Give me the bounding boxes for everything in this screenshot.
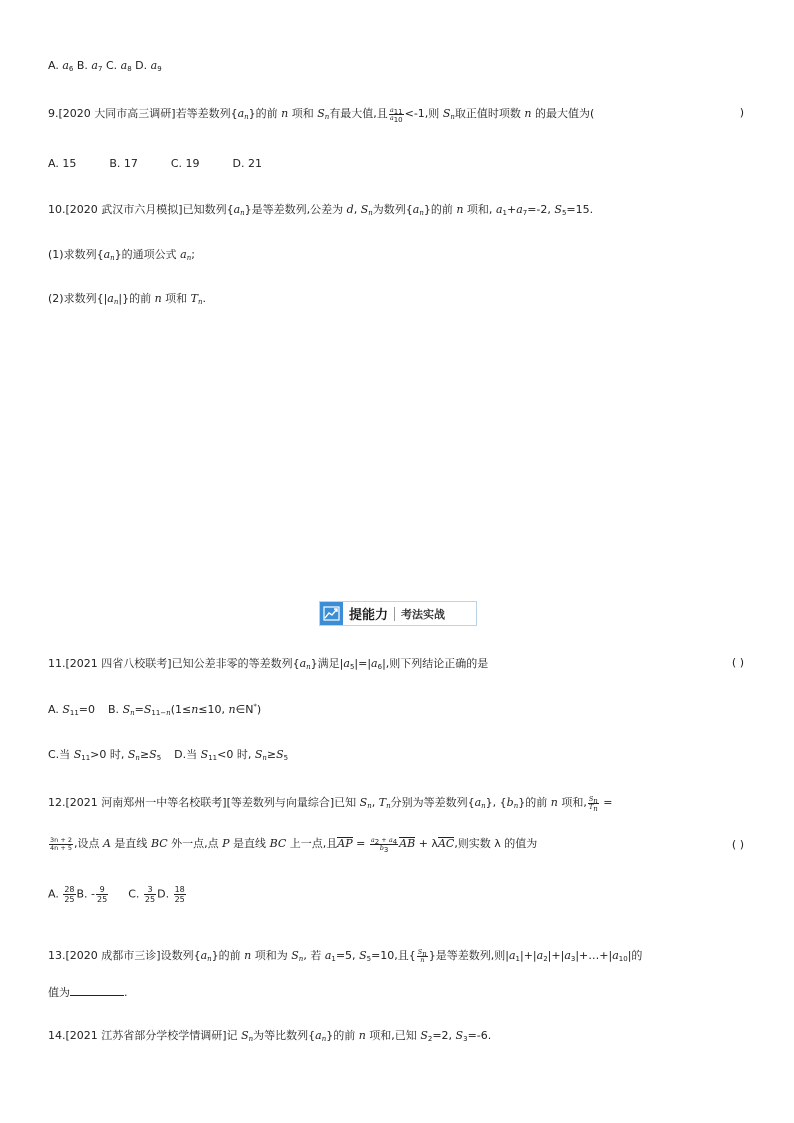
q12-text: 外一点,点 bbox=[167, 837, 223, 850]
q9-text: }的前 bbox=[248, 107, 282, 120]
q11-option-d: D.当 bbox=[174, 748, 201, 761]
section-banner bbox=[319, 601, 477, 626]
q10-text: , bbox=[353, 203, 361, 216]
q13-text: }是等差数列,则| bbox=[428, 949, 509, 962]
q10-part2: (2)求数列$\{|a_n|\}$的前 n 项和 $T_n$. bbox=[48, 292, 207, 306]
q10-text: }的前 bbox=[423, 203, 457, 216]
q12-option-a-denominator: 25 bbox=[64, 895, 75, 904]
q12-text: }的前 bbox=[518, 796, 551, 809]
q8-option-d-label: D. bbox=[135, 59, 151, 72]
q12-text: 上一点,且 bbox=[286, 837, 338, 850]
q13-text: |的 bbox=[627, 949, 643, 962]
q9-text: 的最大值为( bbox=[531, 107, 595, 120]
q11-option-a: A. bbox=[48, 703, 63, 716]
q13-text: |+| bbox=[547, 949, 565, 962]
q14-text: 为等比数列{ bbox=[253, 1029, 316, 1042]
q13-answer-line bbox=[48, 984, 128, 1001]
q12-fraction-denominator: 4n + 5 bbox=[50, 843, 72, 852]
q11-text: 已知公差非零的等差数列{ bbox=[171, 657, 300, 670]
q12-option-b-numerator: 9 bbox=[96, 885, 108, 895]
q9-text: 有最大值,且 bbox=[329, 107, 388, 120]
q13-text: , 若 bbox=[303, 949, 325, 962]
q10-stem: 10.[2020 武汉市六月模拟]已知数列$\{a_n\}$是等差数列,公差为 d, $S_n$为数列$\{a_n\}$的前 n 项和, $a_1+a_7=-2$, $S_5=15$. bbox=[48, 203, 594, 217]
q12-fraction-denominator: $b_3$ bbox=[379, 843, 389, 854]
q10-part1: (1)求数列$\{a_n\}$的通项公式 $a_n$; bbox=[48, 248, 195, 262]
q11-text: >0 时, bbox=[90, 748, 128, 761]
q11-text: ≥ bbox=[266, 748, 277, 761]
q13-fraction-denominator: n bbox=[420, 955, 425, 964]
q14-source: [2021 江苏省部分学校学情调研] bbox=[65, 1029, 227, 1042]
q12-source: [2021 河南郑州一中等名校联考] bbox=[65, 796, 227, 809]
q12-text: = bbox=[352, 837, 369, 850]
q12-option-a-numerator: 28 bbox=[64, 885, 75, 894]
q11-text: =0 bbox=[78, 703, 96, 716]
q12-fraction-numerator: $a_2 + a_4$ bbox=[370, 835, 398, 846]
q10-source: [2020 武汉市六月模拟] bbox=[65, 203, 183, 216]
q12-option-d-denominator: 25 bbox=[174, 895, 185, 904]
q9-option-a: A. 15 bbox=[48, 157, 77, 170]
q11-number: 11. bbox=[48, 657, 66, 670]
q13-fraction-numerator: $S_n$ bbox=[417, 947, 427, 958]
q9-source: [2020 大同市高三调研] bbox=[58, 107, 176, 120]
q11-options-cd: C.当 $S_{11}>0$ 时, $S_n\ge S_5$ D.当 $S_{11}<0$ 时, $S_n\ge S_5$ bbox=[48, 748, 289, 762]
q8-options: A. $a_6$ B. $a_7$ C. $a_8$ D. $a_9$ bbox=[48, 59, 162, 73]
q12-fraction-denominator: $T_n$ bbox=[588, 802, 598, 813]
q12-text: ,则实数 λ 的值为 bbox=[454, 837, 538, 850]
q12-option-c-fraction bbox=[144, 885, 156, 904]
q9-option-b: B. 17 bbox=[109, 157, 138, 170]
q13-text: . bbox=[124, 986, 128, 999]
q11-source: [2021 四省八校联考] bbox=[65, 657, 172, 670]
q12-sn-tn-fraction bbox=[588, 796, 599, 811]
q12-tag: [等差数列与向量综合] bbox=[226, 796, 335, 809]
q11-text: ∈N bbox=[235, 703, 254, 716]
q9-answer-paren: ) bbox=[739, 106, 744, 119]
q11-text: (1≤ bbox=[170, 703, 192, 716]
q12-text: 是直线 bbox=[229, 837, 270, 850]
q12-text: 已知 bbox=[334, 796, 360, 809]
q12-option-d-numerator: 18 bbox=[174, 885, 185, 894]
q10-text: . bbox=[202, 292, 207, 305]
vector-ac: AC bbox=[437, 837, 455, 850]
q9-ratio-fraction bbox=[389, 107, 404, 122]
q12-option-c-numerator: 3 bbox=[144, 885, 156, 895]
q12-option-c: C. bbox=[128, 887, 143, 901]
q13-source: [2020 成都市三诊] bbox=[65, 949, 161, 962]
q10-text: 项和, bbox=[463, 203, 496, 216]
q11-text: ≥ bbox=[139, 748, 150, 761]
q13-text: 值为 bbox=[48, 986, 70, 999]
q10-text: |}的前 bbox=[118, 292, 155, 305]
q13-answer-blank[interactable] bbox=[70, 984, 124, 996]
q11-text: ) bbox=[256, 703, 262, 716]
q14-text: =2, bbox=[432, 1029, 456, 1042]
q12-text: = bbox=[599, 796, 613, 809]
q12-answer-paren: ( ) bbox=[731, 838, 744, 851]
q11-option-c: C.当 bbox=[48, 748, 74, 761]
q10-text: (1)求数列{ bbox=[48, 248, 104, 261]
q12-option-a: A. bbox=[48, 887, 63, 901]
q12-stem-line1: 12.[2021 河南郑州一中等名校联考][等差数列与向量综合]已知 $S_n$, $T_n$分别为等差数列$\{a_n\}$, $\{b_n\}$的前 n 项和, $\frac{S_n}{T_n}$ = bbox=[48, 794, 613, 813]
q12-text: }, { bbox=[485, 796, 507, 809]
q9-option-c: C. 19 bbox=[170, 157, 200, 170]
q13-text: =5, bbox=[335, 949, 360, 962]
q13-text: 设数列{ bbox=[160, 949, 201, 962]
q14-text: 项和,已知 bbox=[365, 1029, 421, 1042]
q13-text: 项和为 bbox=[251, 949, 292, 962]
q11-text: ≤10, bbox=[198, 703, 229, 716]
q14-text: 记 bbox=[226, 1029, 242, 1042]
q12-option-d: D. bbox=[157, 887, 173, 901]
q10-text: ; bbox=[191, 248, 195, 261]
q12-number: 12. bbox=[48, 796, 66, 809]
q10-number: 10. bbox=[48, 203, 66, 216]
q9-option-d: D. 21 bbox=[232, 157, 263, 170]
q9-stem: 9.[2020 大同市高三调研]若等差数列$\{a_n\}$的前 n 项和 $S_n$有最大值,且 $\frac{a_{11}}{a_{10}}$ <-1,则 $S_n$取正值时项数 n 的最大值为( bbox=[48, 105, 595, 124]
q11-stem: 11.[2021 四省八校联考]已知公差非零的等差数列$\{a_n\}$满足$|a_5|=|a_6|$,则下列结论正确的是 bbox=[48, 657, 489, 671]
q9-text: 取正值时项数 bbox=[454, 107, 525, 120]
q10-text: =15. bbox=[566, 203, 594, 216]
q12-option-c-denominator: 25 bbox=[144, 895, 156, 904]
q13-sn-over-n-fraction bbox=[417, 949, 428, 964]
q13-text: |+| bbox=[520, 949, 537, 962]
q12-ratio-fraction bbox=[49, 837, 73, 852]
q9-number: 9. bbox=[48, 107, 59, 120]
q13-text: }的前 bbox=[211, 949, 245, 962]
q12-option-b-fraction bbox=[96, 885, 108, 904]
q9-fraction-numerator: $a_{11}$ bbox=[389, 105, 403, 116]
trend-chart-icon bbox=[320, 602, 343, 625]
q10-text: + bbox=[506, 203, 517, 216]
q12-text: 项和, bbox=[557, 796, 587, 809]
q12-option-b: B. - bbox=[76, 887, 96, 901]
q11-text: }满足| bbox=[310, 657, 344, 670]
q12-options bbox=[48, 885, 187, 904]
vector-ap: AP bbox=[337, 837, 353, 850]
q14-number: 14. bbox=[48, 1029, 66, 1042]
q12-text: ,设点 bbox=[73, 837, 103, 850]
q12-fraction-numerator: $S_n$ bbox=[588, 794, 598, 805]
q13-text: =10,且{ bbox=[371, 949, 416, 962]
q10-text: 项和 bbox=[161, 292, 191, 305]
q12-option-a-fraction bbox=[63, 885, 75, 904]
q10-text: }是等差数列,公差为 bbox=[244, 203, 347, 216]
q9-options bbox=[48, 156, 262, 172]
q11-text: = bbox=[134, 703, 144, 716]
q14-text: }的前 bbox=[326, 1029, 359, 1042]
q12-option-d-fraction bbox=[174, 885, 186, 904]
q12-text: 是直线 bbox=[110, 837, 151, 850]
q11-text: <0 时, bbox=[217, 748, 255, 761]
q12-text: 分别为等差数列{ bbox=[390, 796, 475, 809]
q14-stem: 14.[2021 江苏省部分学校学情调研]记 $S_n$为等比数列$\{a_n\}$的前 n 项和,已知 $S_2=2$, $S_3=-6$. bbox=[48, 1029, 492, 1043]
vector-ab: AB bbox=[399, 837, 416, 850]
q12-text: + λ bbox=[415, 837, 438, 850]
q10-text: (2)求数列{| bbox=[48, 292, 108, 305]
q9-text: 若等差数列{ bbox=[175, 107, 238, 120]
q12-option-b-denominator: 25 bbox=[97, 895, 108, 904]
q8-option-a-label: A. bbox=[48, 59, 63, 72]
q12-text: , bbox=[371, 796, 379, 809]
q13-stem: 13.[2020 成都市三诊]设数列$\{a_n\}$的前 n 项和为 $S_n$, 若 $a_1=5$, $S_5=10$,且{ $\frac{S_n}{n}$ }是等差数列,则$|a_1|+|a_2|+|a_3|+\dots+|a_{10}|$的 bbox=[48, 947, 643, 964]
q10-text: 为数列{ bbox=[372, 203, 413, 216]
q10-text: 已知数列{ bbox=[182, 203, 234, 216]
q11-option-b: B. bbox=[108, 703, 123, 716]
q12-stem-line2: $\frac{3n + 2}{4n + 5}$ ,设点 A 是直线 BC 外一点,点 P 是直线 BC 上一点,且AP = $\frac{a_2 + a_4}{b_3}$ AB + λAC,则实数 λ 的值为 bbox=[50, 835, 538, 854]
q8-option-b-label: B. bbox=[76, 59, 92, 72]
q9-text: 项和 bbox=[288, 107, 318, 120]
q10-text: }的通项公式 bbox=[114, 248, 181, 261]
q10-text: =-2, bbox=[527, 203, 555, 216]
banner-title: 提能力 bbox=[349, 608, 389, 623]
q11-text: |=| bbox=[354, 657, 372, 670]
q11-options-ab: A. $S_{11}=0$ B. $S_n=S_{11-n}(1\le n\le 10$, n∈N*) bbox=[48, 702, 262, 717]
q12-fraction-numerator: 3n + 2 bbox=[50, 835, 72, 844]
q11-text: |,则下列结论正确的是 bbox=[382, 657, 489, 670]
banner-divider bbox=[394, 607, 395, 621]
q12-coefficient-fraction bbox=[370, 837, 398, 852]
q9-fraction-denominator: $a_{10}$ bbox=[389, 113, 403, 124]
q13-text: |+…+| bbox=[575, 949, 613, 962]
q13-number: 13. bbox=[48, 949, 66, 962]
q11-answer-paren: ( ) bbox=[731, 656, 744, 669]
q14-text: =-6. bbox=[467, 1029, 492, 1042]
q9-text: <-1,则 bbox=[404, 107, 443, 120]
banner-subtitle: 考法实战 bbox=[401, 607, 446, 621]
q8-option-c-label: C. bbox=[105, 59, 121, 72]
